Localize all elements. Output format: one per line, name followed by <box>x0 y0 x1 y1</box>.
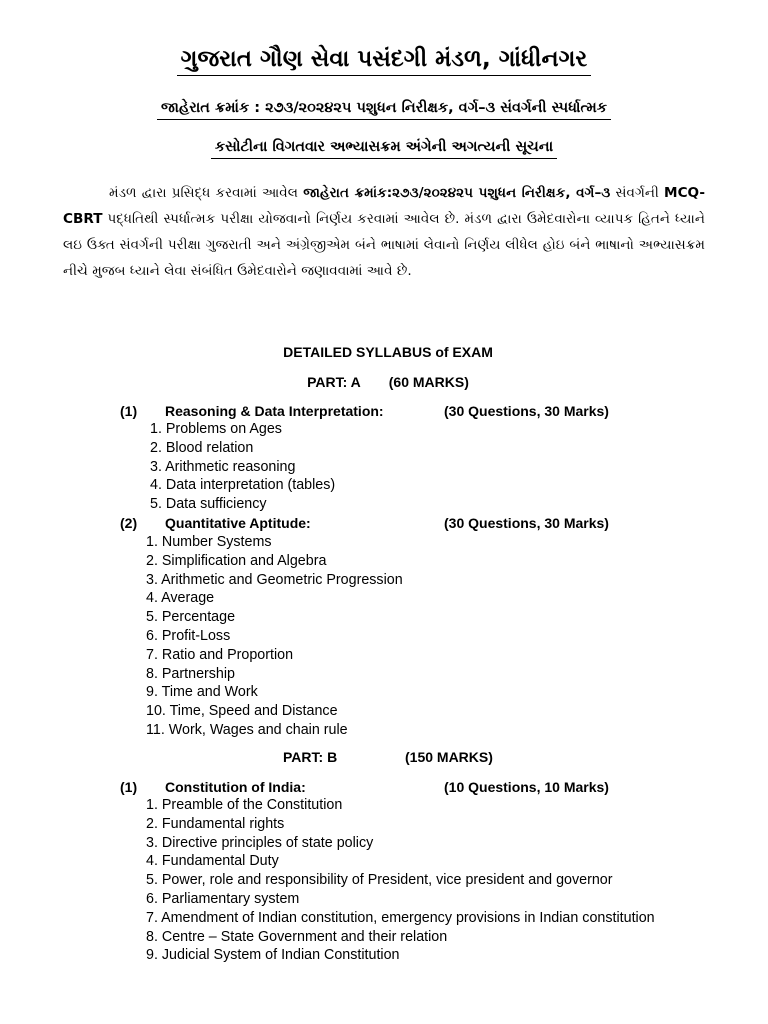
part-a-section-2-list <box>146 533 746 740</box>
section-name: Quantitative Aptitude: <box>165 515 311 531</box>
list-item: 1. Preamble of the Constitution <box>146 797 343 813</box>
section-number: (2) <box>120 515 138 531</box>
list-item: 6. Profit-Loss <box>146 627 231 644</box>
list-item: 2. Blood relation <box>150 439 254 456</box>
document-title <box>0 46 768 72</box>
part-b-marks: (150 MARKS) <box>405 749 493 765</box>
list-item: 7. Amendment of Indian constitution, emergency provisions in Indian constitution <box>146 909 655 926</box>
part-b-label: PART: B <box>283 749 338 765</box>
intro-part-1: મંડળ દ્વારા પ્રસિદ્ધ કરવામાં આવેલ <box>109 185 304 201</box>
section-marks: (10 Questions, 10 Marks) <box>444 779 609 795</box>
section-marks: (30 Questions, 30 Marks) <box>444 515 609 531</box>
list-item: 6. Parliamentary system <box>146 890 300 907</box>
part-a-marks: (60 MARKS) <box>388 374 469 390</box>
list-item: 10. Time, Speed and Distance <box>146 703 338 720</box>
list-item: 11. Work, Wages and chain rule <box>146 721 348 738</box>
syllabus-heading: DETAILED SYLLABUS of EXAM <box>283 344 493 360</box>
list-item: 5. Data sufficiency <box>150 496 267 513</box>
list-item: 4. Average <box>146 590 215 607</box>
part-a-heading <box>0 374 768 390</box>
list-item: 5. Percentage <box>146 609 236 626</box>
list-item: 3. Arithmetic and Geometric Progression <box>146 571 403 588</box>
document-title-text: ગુજરાત ગૌણ સેવા પસંદગી મંડળ, ગાંધીનગર <box>177 46 592 76</box>
list-item: 1. Problems on Ages <box>150 421 282 437</box>
list-item: 5. Power, role and responsibility of President, vice president and governor <box>146 872 613 889</box>
intro-exam-mode: MCQ-CBRT <box>63 185 706 227</box>
intro-part-2: સંવર્ગની <box>610 185 665 201</box>
list-item: 1. Number Systems <box>146 534 272 550</box>
list-item: 3. Directive principles of state policy <box>146 834 374 851</box>
list-item: 4. Fundamental Duty <box>146 853 279 870</box>
part-a-label: PART: A <box>307 374 361 390</box>
intro-paragraph <box>63 180 705 284</box>
section-name: Constitution of India: <box>165 779 306 795</box>
list-item: 8. Centre – State Government and their relation <box>146 928 448 945</box>
list-item: 9. Judicial System of Indian Constitution <box>146 947 400 964</box>
subtitle-line-1 <box>0 100 768 116</box>
list-item: 3. Arithmetic reasoning <box>150 458 296 475</box>
part-a-section-1-list <box>150 420 750 514</box>
subtitle-line-2-text: કસોટીના વિગતવાર અભ્યાસક્રમ અંગેની અગત્યની સૂચના <box>211 139 557 159</box>
section-name: Reasoning & Data Interpretation: <box>165 403 384 419</box>
intro-part-3: પદ્ધતિથી સ્પર્ધાત્મક પરીક્ષા યોજવાનો નિર્ણય કરવામાં આવેલ છે. મંડળ દ્વારા ઉમેદવારોના વ્યાપક હિતને ધ્યાને લઇ ઉક્ત સંવર્ગની પરીક્ષા ગુજરાતી અને અંગ્રેજીએમ બંને ભાષામાં લેવાનો નિર્ણય લીધેલ હોઇ બંને ભાષાનો અભ્યાસક્રમ નીચે મુજબ ધ્યાને લેવા સંબંધિત ઉમેદવારોને જણાવવામાં આવે છે. <box>63 211 705 279</box>
list-item: 8. Partnership <box>146 665 236 682</box>
list-item: 2. Simplification and Algebra <box>146 552 327 569</box>
part-b-section-1-list <box>146 796 746 965</box>
subtitle-line-2 <box>0 139 768 155</box>
list-item: 9. Time and Work <box>146 684 258 701</box>
list-item: 7. Ratio and Proportion <box>146 646 294 663</box>
list-item: 4. Data interpretation (tables) <box>150 477 336 494</box>
subtitle-line-1-text: જાહેરાત ક્રમાંક : ૨૭૩/૨૦૨૪૨૫ પશુધન નિરીક્ષક, વર્ગ–૩ સંવર્ગની સ્પર્ધાત્મક <box>157 100 611 120</box>
list-item: 2. Fundamental rights <box>146 815 285 832</box>
section-number: (1) <box>120 779 138 795</box>
section-marks: (30 Questions, 30 Marks) <box>444 403 609 419</box>
intro-advertisement-number: જાહેરાત ક્રમાંક:૨૭૩/૨૦૨૪૨૫ પશુધન નિરીક્ષક, વર્ગ–૩ <box>303 185 611 201</box>
section-number: (1) <box>120 403 138 419</box>
